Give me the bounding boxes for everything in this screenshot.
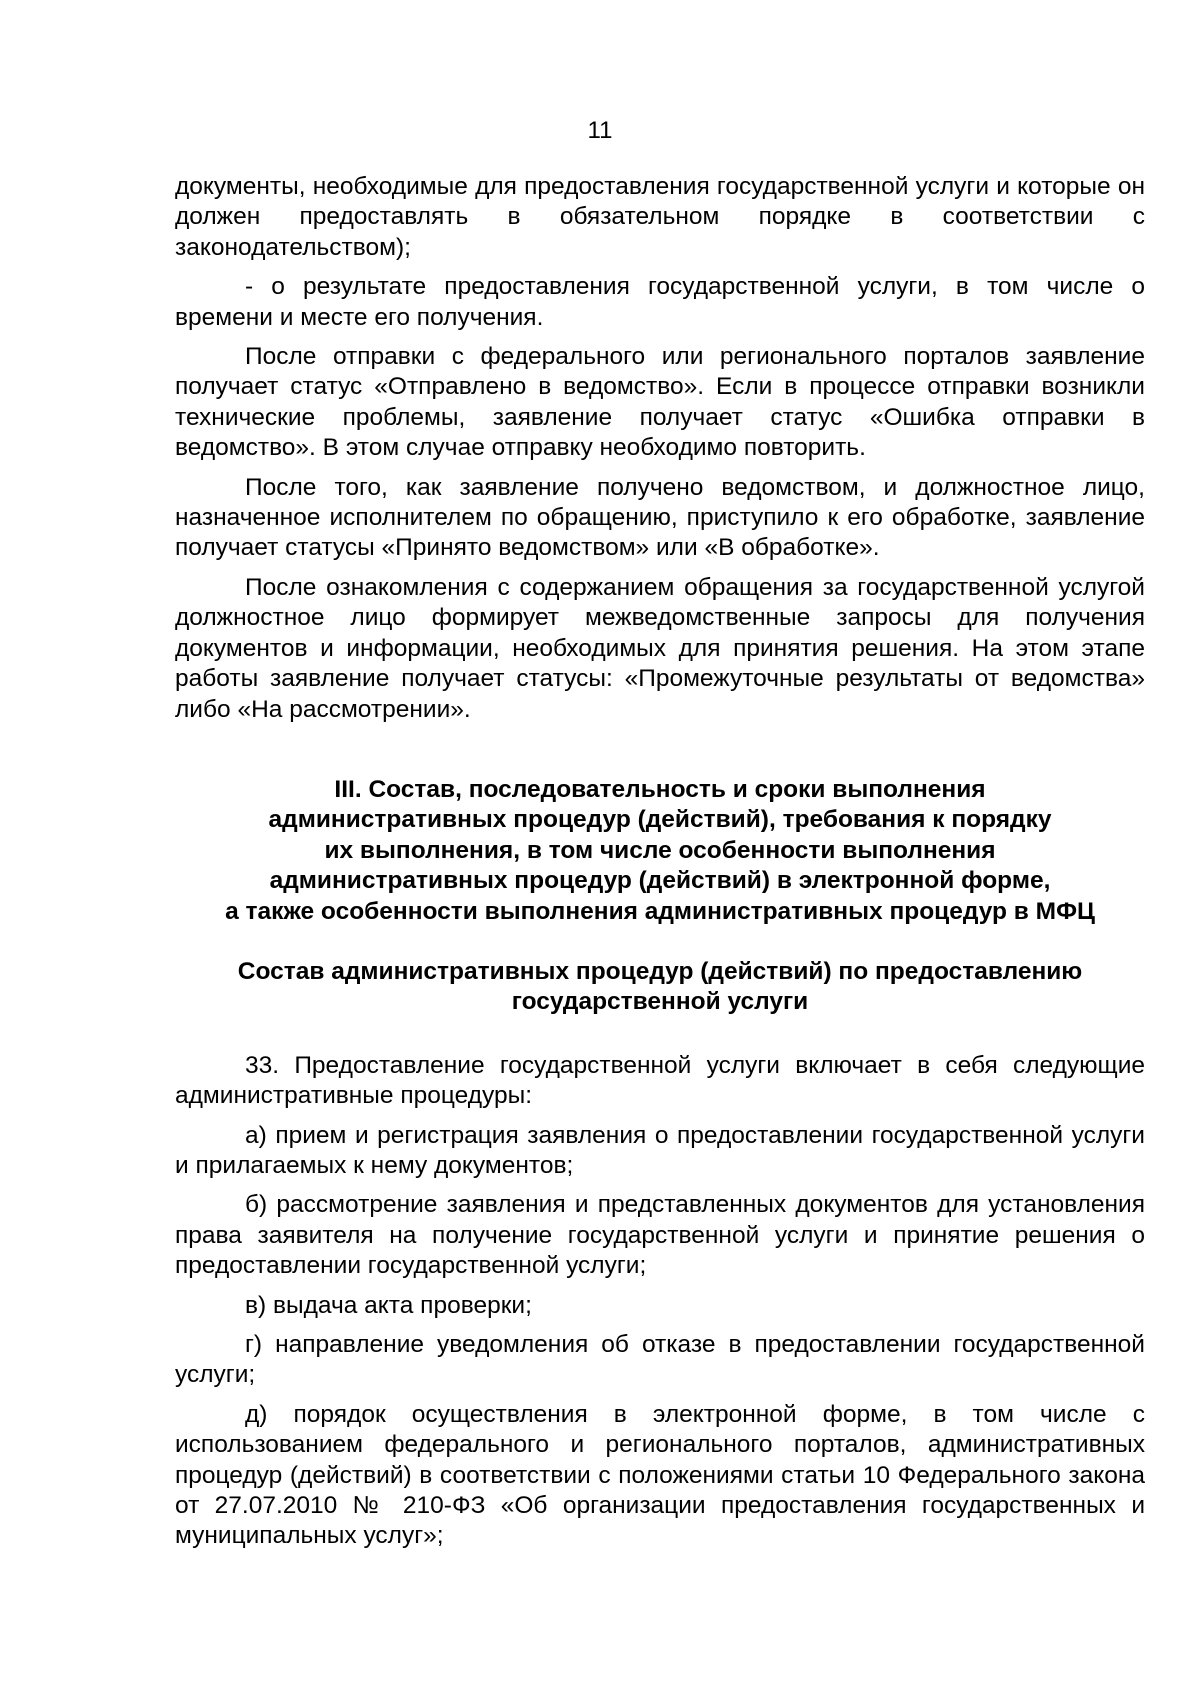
paragraph: После того, как заявление получено ведомством, и должностное лицо, назначенное исполнителем по обращению, приступило к его обработке, заявление получает статусы «Принято ведомством» или «В обработке».: [175, 473, 1145, 562]
list-item-g: г) направление уведомления об отказе в предоставлении государственной услуги;: [175, 1331, 1145, 1389]
section-heading-line: административных процедур (действий), требования к порядку: [268, 806, 1052, 834]
subsection-heading: [175, 957, 1145, 1018]
subsection-heading-line: государственной услуги: [511, 988, 809, 1016]
document-body: [175, 172, 1145, 1561]
section-heading-line: административных процедур (действий) в электронной форме,: [269, 867, 1051, 895]
subsection-heading-line: Состав административных процедур (действий) по предоставлению: [237, 957, 1083, 985]
section-heading-line: III. Состав, последовательность и сроки выполнения: [334, 775, 986, 803]
paragraph-item-33: 33. Предоставление государственной услуги включает в себя следующие административные процедуры:: [175, 1051, 1145, 1110]
paragraph: После отправки с федерального или регионального порталов заявление получает статус «Отправлено в ведомство». Если в процессе отправки возникли технические проблемы, заявление получает статус «Ошибка отправки в ведомство». В этом случае отправку необходимо повторить.: [175, 343, 1145, 462]
list-item-b: б) рассмотрение заявления и представленных документов для установления права заявителя на получение государственной услуги и принятие решения о предоставлении государственной услуги;: [175, 1191, 1145, 1280]
page-number: 11: [587, 117, 613, 144]
section-heading-line: их выполнения, в том числе особенности выполнения: [324, 836, 996, 864]
list-item-d: д) порядок осуществления в электронной форме, в том числе с использованием федерального и регионального порталов, административных процедур (действий) в соответствии с положениями статьи 10 Федерального закона от 27.07.2010 № 210-ФЗ «Об организации предоставления государственных и муниципальных услуг»;: [175, 1400, 1145, 1550]
paragraph-continuation: документы, необходимые для предоставления государственной услуги и которые он должен предоставлять в обязательном порядке в соответствии с законодательством);: [175, 173, 1145, 261]
paragraph: - о результате предоставления государственной услуги, в том числе о времени и месте его получения.: [175, 273, 1145, 331]
section-heading-line: а также особенности выполнения административных процедур в МФЦ: [225, 897, 1095, 925]
paragraph: После ознакомления с содержанием обращения за государственной услугой должностное лицо формирует межведомственные запросы для получения документов и информации, необходимых для принятия решения. На этом этапе работы заявление получает статусы: «Промежуточные результаты от ведомства» либо «На рассмотрении».: [175, 573, 1145, 723]
list-item-v: в) выдача акта проверки;: [245, 1291, 532, 1319]
section-heading: [175, 775, 1145, 927]
list-item-a: а) прием и регистрация заявления о предоставлении государственной услуги и прилагаемых к нему документов;: [175, 1121, 1145, 1179]
